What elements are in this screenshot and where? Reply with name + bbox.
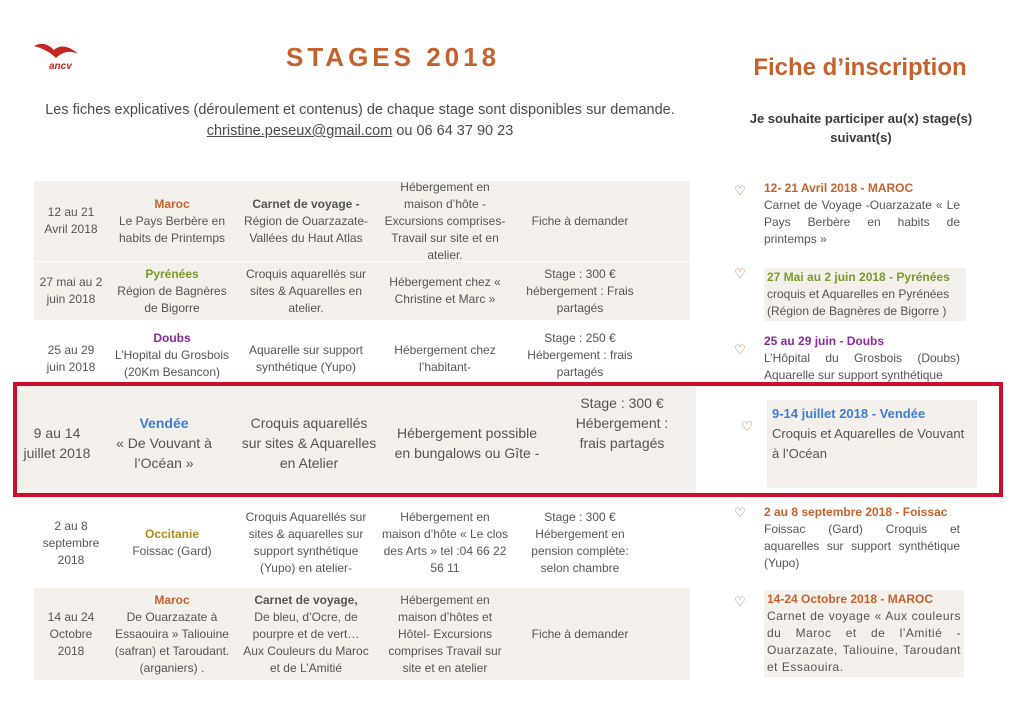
stage-place: L’Hopital du Grosbois (20Km Besancon) bbox=[114, 348, 230, 379]
page-title: STAGES 2018 bbox=[286, 42, 501, 72]
registration-heading: 9-14 juillet 2018 - Vendée bbox=[772, 406, 926, 421]
registration-heading: 25 au 29 juin - Doubs bbox=[764, 334, 885, 348]
table-row bbox=[34, 503, 690, 583]
stage-lodging: Hébergement chez l’habitant- bbox=[394, 343, 496, 374]
stage-theme: Croquis aquarellés sur sites & Aquarelles en Atelier bbox=[241, 415, 377, 471]
stage-theme bbox=[236, 592, 376, 677]
stage-location bbox=[108, 196, 236, 247]
table-row bbox=[34, 181, 690, 261]
registration-text: L’Hôpital du Grosbois (Doubs) Aquarelle sur support synthétique bbox=[764, 351, 960, 382]
registration-heading: 12- 21 Avril 2018 - MAROC bbox=[764, 181, 914, 195]
stage-price: Stage : 300 € hébergement : Frais partagés bbox=[526, 266, 634, 315]
email-link[interactable]: christine.peseux@gmail.com bbox=[206, 123, 393, 139]
table-row bbox=[34, 262, 690, 320]
stage-price: Stage : 300 € Hébergement : frais partagés bbox=[575, 395, 669, 451]
stage-region: Maroc bbox=[154, 592, 190, 607]
stage-lodging: Hébergement possible en bungalows ou Gîte - bbox=[394, 425, 540, 461]
stage-lodging: Hébergement en maison d’hôte « Le clos des Arts » tel :04 66 22 56 11 bbox=[381, 510, 509, 575]
stage-region: Occitanie bbox=[144, 527, 200, 541]
stage-theme bbox=[236, 196, 376, 247]
stage-region: Vendée bbox=[139, 415, 189, 431]
stage-price: Stage : 300 € Hébergement en pension complète: selon chambre bbox=[531, 510, 629, 575]
stage-lodging: Hébergement en maison d’hôtes et Hôtel- Excursions comprises Travail sur site et en atelier bbox=[388, 592, 502, 675]
highlight-frame bbox=[13, 382, 1003, 497]
table-row bbox=[34, 588, 690, 680]
stage-location bbox=[108, 266, 236, 317]
logo-text: ancv bbox=[49, 61, 72, 72]
registration-form-title: Fiche d’inscription bbox=[753, 54, 967, 81]
stage-date: 12 au 21 Avril 2018 bbox=[44, 205, 98, 236]
heart-checkbox-icon[interactable]: ♡ bbox=[734, 505, 746, 520]
heart-checkbox-icon[interactable]: ♡ bbox=[740, 418, 754, 434]
stage-region: Maroc bbox=[154, 196, 190, 211]
stage-date: 25 au 29 juin 2018 bbox=[46, 343, 96, 374]
stage-lodging: Hébergement en maison d’hôte - Excursions comprises- Travail sur site et en atelier. bbox=[384, 179, 506, 262]
registration-option bbox=[764, 333, 960, 382]
stage-theme: Aquarelle sur support synthétique (Yupo) bbox=[248, 343, 364, 374]
registration-text: Carnet de Voyage -Ouarzazate « Le Pays Berbère en habits de printemps » bbox=[764, 198, 960, 246]
registration-option bbox=[764, 180, 960, 248]
stage-date: 14 au 24 Octobre 2018 bbox=[47, 609, 95, 658]
registration-text: Foissac (Gard) Croquis et aquarelles sur support synthétique (Yupo) bbox=[764, 522, 960, 570]
heart-checkbox-icon[interactable]: ♡ bbox=[734, 594, 746, 609]
stage-theme: Croquis aquarellés sur sites & Aquarelles en atelier. bbox=[245, 266, 367, 315]
stage-region: Doubs bbox=[153, 331, 191, 345]
stage-theme: Croquis Aquarellés sur sites & aquarelles sur support synthétique (Yupo) en atelier- bbox=[245, 510, 367, 575]
registration-text: croquis et Aquarelles en Pyrénées (Région de Bagnères de Bigorre ) bbox=[767, 287, 950, 318]
registration-option bbox=[764, 504, 960, 572]
stage-theme-title: Carnet de voyage, bbox=[254, 592, 358, 607]
registration-heading: 2 au 8 septembre 2018 - Foissac bbox=[764, 505, 948, 519]
stage-place: De Ouarzazate à Essaouira » Taliouine (safran) et Taroudant. (arganiers) . bbox=[114, 609, 230, 675]
stage-location bbox=[108, 330, 236, 381]
registration-option bbox=[764, 268, 966, 321]
stage-date: 2 au 8 septembre 2018 bbox=[42, 518, 100, 567]
stage-date: 27 mai au 2 juin 2018 bbox=[39, 275, 103, 306]
stage-place: « De Vouvant à l’Océan » bbox=[116, 435, 212, 471]
registration-form-subtitle: Je souhaite participer au(x) stage(s) suivant(s) bbox=[749, 111, 973, 145]
heart-checkbox-icon[interactable]: ♡ bbox=[734, 266, 746, 281]
registration-heading: 27 Mai au 2 juin 2018 - Pyrénées bbox=[767, 270, 950, 284]
registration-option bbox=[764, 590, 964, 677]
stage-date: 9 au 14 juillet 2018 bbox=[23, 425, 91, 461]
stage-region: Pyrénées bbox=[145, 266, 199, 281]
stage-price: Stage : 250 € Hébergement : frais partagés bbox=[527, 331, 633, 379]
stage-price: Fiche à demander bbox=[531, 213, 629, 228]
stage-location bbox=[108, 526, 236, 560]
stage-location bbox=[108, 592, 236, 677]
heart-checkbox-icon[interactable]: ♡ bbox=[734, 342, 746, 357]
registration-text: Croquis et Aquarelles de Vouvant à l’Océan bbox=[772, 426, 965, 461]
table-row bbox=[34, 330, 690, 382]
stage-price: Fiche à demander bbox=[531, 626, 629, 641]
stage-place: Foissac (Gard) bbox=[132, 544, 212, 558]
intro-line: Les fiches explicatives (déroulement et contenus) de chaque stage sont disponibles sur demande. bbox=[45, 102, 675, 118]
stage-theme-title: Carnet de voyage - bbox=[252, 196, 360, 211]
registration-text: Carnet de voyage « Aux couleurs du Maroc et de l’Amitié - Ouarzazate, Taliouine, Taroudant et Essaouira. bbox=[767, 609, 961, 674]
stage-theme-text: Région de Ouarzazate- Vallées du Haut Atlas bbox=[243, 213, 369, 245]
stage-place: Le Pays Berbère en habits de Printemps bbox=[118, 213, 226, 245]
stage-lodging: Hébergement chez « Christine et Marc » bbox=[389, 275, 501, 306]
heart-checkbox-icon[interactable]: ♡ bbox=[734, 183, 746, 198]
registration-heading: 14-24 Octobre 2018 - MAROC bbox=[767, 592, 934, 606]
stage-place: Région de Bagnères de Bigorre bbox=[117, 283, 227, 315]
intro-text bbox=[30, 100, 690, 142]
phone-text: ou 06 64 37 90 23 bbox=[392, 123, 514, 139]
stage-theme-text: De bleu, d’Ocre, de pourpre et de vert… Aux Couleurs du Maroc et de L’Amitié bbox=[243, 609, 369, 675]
